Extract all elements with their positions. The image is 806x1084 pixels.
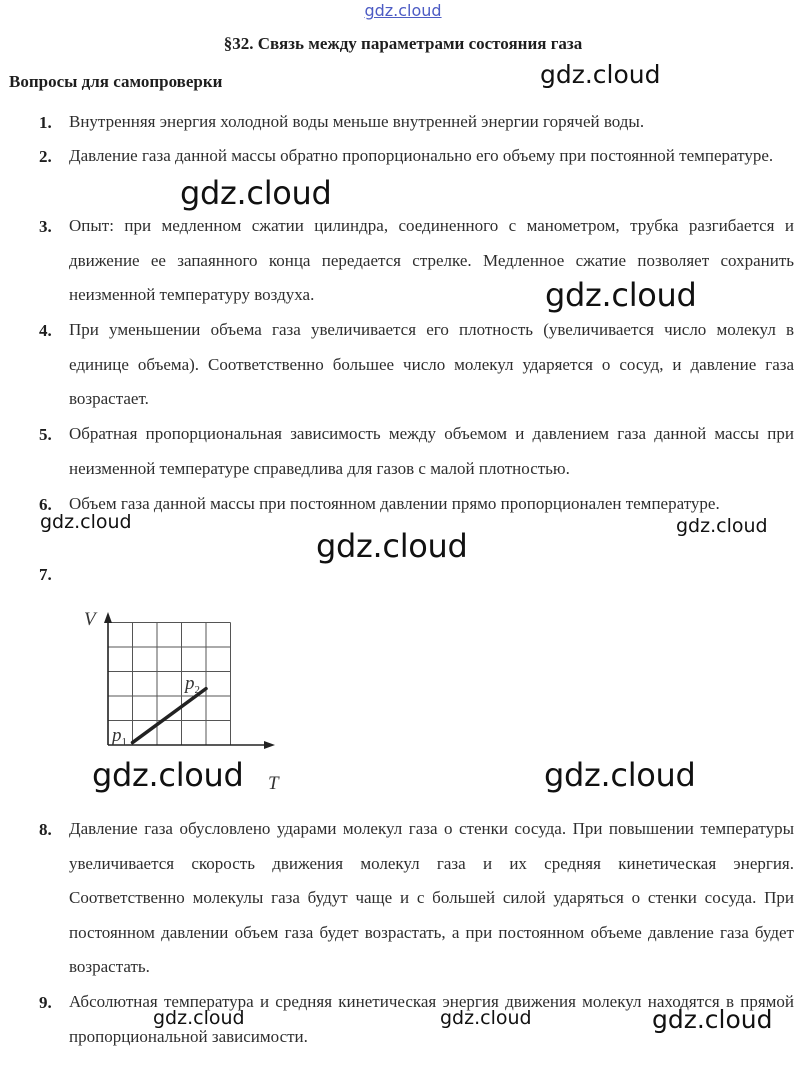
watermark: gdz.cloud bbox=[92, 756, 244, 794]
watermark: gdz.cloud bbox=[544, 756, 696, 794]
point-1-label: $p_1$ bbox=[112, 725, 127, 748]
answer-text: Абсолютная температура и средняя кинетическая энергия движения молекул находятся в прямой пропорциональной зависимости. bbox=[69, 992, 794, 1046]
watermark: gdz.cloud bbox=[540, 60, 661, 89]
graph-grid bbox=[108, 623, 231, 746]
watermark: gdz.cloud bbox=[180, 174, 332, 212]
y-axis-arrow bbox=[104, 612, 112, 623]
question-number: 4. bbox=[39, 321, 52, 340]
subsection-heading: Вопросы для самопроверки bbox=[9, 72, 223, 91]
answer-text: При уменьшении объема газа увеличивается его плотность (увеличивается число молекул в единице объема). Соответственно большее число молекул ударяется о сосуд, и давление газа возрастает. bbox=[69, 320, 794, 408]
x-axis-arrow bbox=[264, 741, 275, 749]
watermark: gdz.cloud bbox=[545, 276, 697, 314]
watermark: gdz.cloud bbox=[153, 1007, 245, 1029]
answer-text: Опыт: при медленном сжатии цилиндра, соединенного с манометром, трубка разгибается и движение ее запаянного конца передается стрелке. Медленное сжатие позволяет сохранить неизменной температуру воздуха. bbox=[69, 216, 794, 304]
answer-text: Внутренняя энергия холодной воды меньше внутренней энергии горячей воды. bbox=[69, 112, 645, 131]
question-number: 7. bbox=[39, 565, 52, 584]
answer-text: Давление газа обусловлено ударами молекул газа о стенки сосуда. При повышении температуры увеличивается скорость движения молекул газа и их средняя кинетическая энергия. Соответственно молекулы газа будут чаще и с большей силой ударяться о стенки сосуда. При постоянном давлении объем газа будет возрастать, а при постоянном объеме давление газа будет возрастать. bbox=[69, 819, 794, 976]
answer-text: Давление газа данной массы обратно пропорционально его объему при постоянной температуре. bbox=[69, 146, 774, 165]
answer-text: Объем газа данной массы при постоянном давлении прямо пропорционален температуре. bbox=[69, 494, 720, 513]
question-number: 3. bbox=[39, 217, 52, 236]
question-number: 8. bbox=[39, 820, 52, 839]
x-axis-label: T bbox=[268, 773, 279, 790]
question-number: 1. bbox=[39, 113, 52, 132]
watermark: gdz.cloud bbox=[440, 1007, 532, 1029]
question-number: 6. bbox=[39, 495, 52, 514]
watermark: gdz.cloud bbox=[316, 527, 468, 565]
question-number: 5. bbox=[39, 425, 52, 444]
question-number: 2. bbox=[39, 147, 52, 166]
section-heading: §32. Связь между параметрами состояния газа bbox=[223, 34, 583, 53]
site-mark-link[interactable]: gdz.cloud bbox=[364, 1, 442, 20]
y-axis-label: V bbox=[84, 609, 96, 630]
watermark: gdz.cloud bbox=[676, 515, 768, 537]
point-2-label: $p_2$ bbox=[185, 673, 200, 696]
process-line bbox=[133, 689, 207, 743]
watermark: gdz.cloud bbox=[40, 511, 132, 533]
answer-text: Обратная пропорциональная зависимость между объемом и давлением газа данной массы при неизменной температуре справедлива для газов с малой плотностью. bbox=[69, 424, 794, 478]
watermark: gdz.cloud bbox=[652, 1005, 773, 1034]
question-number: 9. bbox=[39, 993, 52, 1012]
